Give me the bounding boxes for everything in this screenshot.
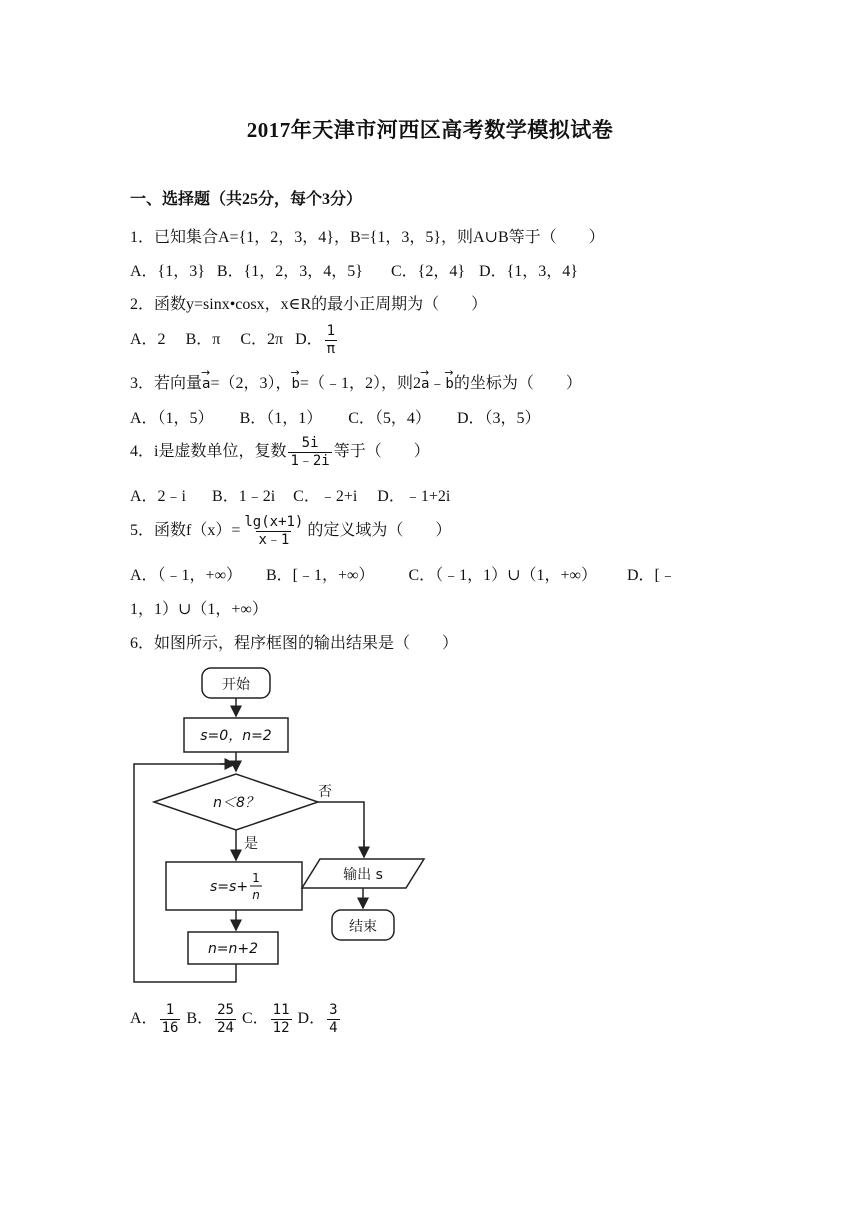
fraction-numerator: 3 (329, 1001, 338, 1018)
q6-options (130, 1000, 342, 1038)
fraction-denominator: 24 (217, 1019, 234, 1036)
q6-option-d-label: D． (297, 1010, 326, 1027)
q6-option-a-fraction (160, 1002, 181, 1037)
q4-text-2: 等于（ ） (333, 443, 430, 460)
q3-option-a: A．（1，5） (130, 410, 214, 427)
q3-text-4: 的坐标为（ ） (453, 375, 582, 392)
q1-option-c: C．{2，4} (390, 263, 466, 280)
q3-option-d: D．（3，5） (456, 410, 541, 427)
q2-option-d-fraction (325, 323, 337, 358)
q2-options (130, 322, 339, 358)
flow-no-label: 否 (318, 784, 332, 800)
fraction-numerator: 5i (301, 434, 319, 451)
q5-option-b: B．[﹣1，+∞） (266, 567, 375, 584)
flowchart (120, 660, 440, 990)
flow-end-label: 结束 (349, 919, 377, 935)
q5-option-d-part2: 1，1）∪（1，+∞） (130, 601, 268, 618)
q6-option-d-fraction (327, 1002, 339, 1037)
q2-option-c: C．2π (240, 331, 284, 348)
q1-options (130, 258, 578, 281)
vector-a-2: → a (421, 376, 429, 392)
fraction-denominator: 1﹣2i (290, 452, 330, 469)
fraction-denominator: 12 (272, 1019, 290, 1036)
fraction-numerator: 1 (165, 1001, 175, 1018)
q6-option-b-label: B． (186, 1010, 214, 1027)
q3-text-1: 3．若向量 (130, 375, 203, 392)
q4-options (130, 483, 450, 506)
q6-option-c-fraction (271, 1002, 292, 1037)
q4-option-a: A．2﹣i (130, 488, 187, 505)
q6-stem: 6．如图所示，程序框图的输出结果是（ ） (130, 635, 459, 652)
q4-option-b: B．1﹣2i (212, 488, 276, 505)
q5-option-a: A．（﹣1，+∞） (130, 567, 242, 584)
flow-yes-label: 是 (244, 836, 258, 852)
q3-text-2: =（2，3）， (210, 375, 292, 392)
q2-option-d-label: D． (295, 331, 323, 348)
flow-start-label: 开始 (222, 677, 250, 693)
flow-step-label: n=n+2 (207, 941, 259, 957)
q6-option-b-fraction (215, 1002, 236, 1037)
q2-option-a: A．2 (130, 331, 166, 348)
flow-body-denominator: n (252, 888, 260, 902)
q4-text-1: 4．i是虚数单位，复数 (130, 443, 287, 460)
flow-body-label: s=s+ (210, 879, 249, 895)
q6-option-c-label: C． (241, 1010, 269, 1027)
q3-option-c: C．（5，4） (348, 410, 431, 427)
section-heading: 一、选择题（共25分，每个3分） (130, 191, 363, 208)
q4-fraction (288, 435, 331, 470)
q3-text-3: =（﹣1，2），则2 (299, 375, 421, 392)
q4-option-d: D．﹣1+2i (377, 488, 451, 505)
q3-options (130, 405, 541, 428)
fraction-denominator: x﹣1 (258, 531, 290, 548)
q3-stem (130, 370, 582, 393)
q2-option-b: B．π (185, 331, 221, 348)
q2-stem: 2．函数y=sinx•cosx，x∈R的最小正周期为（ ） (130, 296, 488, 313)
fraction-denominator: 4 (329, 1019, 338, 1036)
fraction-numerator: 11 (272, 1001, 290, 1018)
q6-option-a-label: A． (130, 1010, 158, 1027)
fraction-numerator: lg(x+1) (244, 513, 304, 530)
q3-option-b: B．（1，1） (239, 410, 323, 427)
q5-option-d-part1: D．[﹣ (626, 567, 676, 584)
q4-stem (130, 434, 430, 470)
flow-no-line (318, 802, 364, 856)
fraction-denominator: π (326, 340, 336, 357)
q5-option-c: C．（﹣1，1）∪（1，+∞） (408, 567, 597, 584)
fraction-denominator: 16 (161, 1019, 179, 1036)
q1-option-a: A．{1，3} (130, 263, 205, 280)
vector-b: → b (291, 376, 299, 392)
flow-condition-label: n＜8？ (213, 795, 259, 811)
q1-option-b: B．{1，2，3，4，5} (216, 263, 363, 280)
vector-b-2: → b (445, 376, 453, 392)
q1-option-d: D．{1，3，4} (479, 263, 578, 280)
q5-options (130, 562, 676, 585)
q5-text-1: 5．函数f（x）= (130, 522, 241, 539)
q3-minus: ﹣ (429, 375, 446, 392)
fraction-numerator: 1 (326, 322, 336, 339)
q4-option-c: C．﹣2+i (293, 488, 358, 505)
flow-body-numerator: 1 (252, 871, 260, 885)
q1-stem: 1．已知集合A={1，2，3，4}，B={1，3，5}，则A∪B等于（ ） (130, 229, 605, 246)
q5-text-2: 的定义域为（ ） (307, 522, 452, 539)
flow-init-label: s=0，n=2 (200, 728, 272, 744)
q5-fraction (242, 514, 305, 549)
q5-stem (130, 513, 451, 549)
fraction-numerator: 25 (217, 1001, 234, 1018)
vector-a: → a (202, 376, 210, 392)
flow-output-label: 输出 s (343, 867, 383, 883)
page-title: 2017年天津市河西区高考数学模拟试卷 (246, 118, 614, 142)
